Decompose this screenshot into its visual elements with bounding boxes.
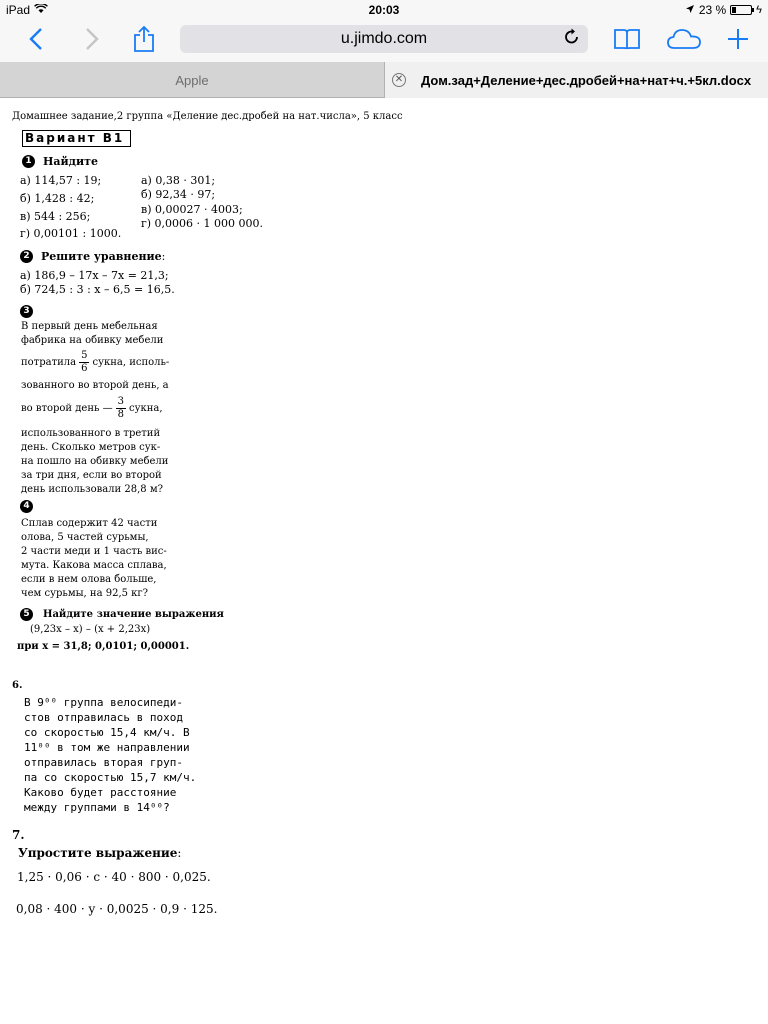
- task2-colon: :: [161, 250, 166, 263]
- task3-text: потратила: [21, 357, 77, 368]
- task4-line: олова, 5 частей сурьмы,: [21, 532, 149, 543]
- device-name: iPad: [6, 3, 31, 17]
- bookmarks-button[interactable]: [612, 24, 642, 54]
- task-number-badge: 1: [22, 155, 35, 168]
- icloud-tabs-button[interactable]: [666, 24, 702, 54]
- task6-line: отправилась вторая груп-: [24, 756, 183, 769]
- task5-title: Найдите значение выражения: [43, 609, 224, 620]
- document-header: Домашнее задание,2 группа «Деление дес.дробей на нат.числа», 5 класс: [12, 111, 403, 122]
- tab-label: Дом.зад+Деление+дес.дробей+на+нат+ч.+5кл.docx: [421, 72, 752, 88]
- task1-item: в) 544 : 256;: [20, 210, 91, 223]
- task7-title: Упростите выражение: [18, 846, 178, 860]
- task-number-badge: 4: [20, 500, 33, 513]
- task5-condition: при x = 31,8; 0,0101; 0,00001.: [17, 641, 190, 652]
- task7-expression: 1,25 · 0,06 · c · 40 · 800 · 0,025.: [17, 870, 211, 884]
- fraction-numerator: 5: [81, 350, 88, 361]
- task3-line: фабрика на обивку мебели: [21, 335, 164, 346]
- task7-expression: 0,08 · 400 · y · 0,0025 · 0,9 · 125.: [16, 902, 218, 916]
- battery-fill: [732, 7, 736, 13]
- address-bar[interactable]: [180, 25, 588, 53]
- task6-line: В 9⁰⁰ группа велосипеди-: [24, 696, 183, 709]
- charging-icon: ϟ: [756, 4, 762, 16]
- task3-line-fraction-1: [21, 350, 169, 375]
- back-button[interactable]: [24, 24, 48, 54]
- task4-line: Сплав содержит 42 части: [21, 518, 158, 529]
- close-tab-icon[interactable]: ✕: [392, 73, 406, 87]
- task7-number: 7.: [12, 828, 25, 842]
- task3-line: день использовали 28,8 м?: [21, 484, 163, 495]
- task1-item: г) 0,00101 : 1000.: [20, 227, 122, 240]
- fraction-denominator: 8: [117, 409, 125, 420]
- task1-item: в) 0,00027 · 4003;: [141, 203, 243, 216]
- new-tab-button[interactable]: [724, 24, 752, 54]
- task3-line: В первый день мебельная: [21, 321, 158, 332]
- task6-line: 11⁰⁰ в том же направлении: [24, 741, 190, 754]
- tab-document[interactable]: [384, 62, 768, 98]
- task3-text: сукна,: [129, 403, 163, 414]
- battery-percent: 23 %: [698, 3, 727, 17]
- task3-line-fraction-2: [21, 396, 163, 421]
- task4-line: 2 части меди и 1 часть вис-: [21, 546, 167, 557]
- task6-line: Каково будет расстояние: [24, 786, 177, 799]
- task2-title-line: [41, 250, 165, 263]
- task6-line: между группами в 14⁰⁰?: [24, 801, 170, 814]
- task6-line: со скоростью 15,4 км/ч. В: [24, 726, 190, 739]
- book-icon: [613, 27, 641, 51]
- fraction-denominator: 6: [81, 363, 88, 374]
- task1-item: б) 92,34 · 97;: [141, 188, 216, 201]
- task3-line: день. Сколько метров сук-: [21, 442, 161, 453]
- task6-line: па со скоростью 15,7 км/ч.: [24, 771, 197, 784]
- task3-text: сукна, исполь-: [92, 357, 170, 368]
- cloud-icon: [666, 27, 702, 51]
- variant-title: Вариант В1: [22, 130, 131, 147]
- task3-line: зованного во второй день, а: [21, 380, 169, 391]
- task1-title: Найдите: [43, 155, 98, 168]
- task5-expression: (9,23x – x) – (x + 2,23x): [30, 624, 151, 635]
- share-button[interactable]: [130, 24, 158, 54]
- forward-button[interactable]: [80, 24, 104, 54]
- task1-item: г) 0,0006 · 1 000 000.: [141, 217, 264, 230]
- fraction-five-sixths: [79, 350, 89, 375]
- status-right: [685, 3, 762, 17]
- chevron-left-icon: [29, 27, 43, 51]
- task3-line: на пошло на обивку мебели: [21, 456, 169, 467]
- task2-item: а) 186,9 – 17x – 7x = 21,3;: [20, 269, 169, 282]
- fraction-three-eighths: [116, 396, 126, 421]
- task3-line: за три дня, если во второй: [21, 470, 162, 481]
- task7-colon: :: [177, 846, 182, 860]
- task-number-badge: 2: [20, 250, 33, 263]
- task3-line: использованного в третий: [21, 428, 161, 439]
- reload-button[interactable]: [564, 27, 580, 51]
- task6-line: стов отправилась в поход: [24, 711, 183, 724]
- share-icon: [133, 25, 155, 53]
- reload-icon: [564, 27, 580, 45]
- tab-label: Apple: [175, 72, 209, 88]
- task-number-badge: 5: [20, 608, 33, 621]
- browser-toolbar: [0, 20, 768, 62]
- task2-item: б) 724,5 : 3 : x – 6,5 = 16,5.: [20, 283, 175, 296]
- task6-number: 6.: [12, 680, 23, 691]
- tab-apple[interactable]: [0, 62, 384, 98]
- task-number-badge: 3: [20, 305, 33, 318]
- task3-text: во второй день —: [21, 403, 113, 414]
- battery-icon: [730, 5, 752, 15]
- status-time: 20:03: [368, 3, 400, 17]
- task2-title: Решите уравнение: [41, 250, 162, 263]
- task4-line: чем сурьмы, на 92,5 кг?: [21, 588, 149, 599]
- task7-title-line: [18, 846, 181, 860]
- url-text: u.jimdo.com: [340, 30, 428, 47]
- status-bar: [0, 0, 768, 20]
- location-arrow-icon: [685, 3, 695, 17]
- task1-item: б) 1,428 : 42;: [20, 192, 95, 205]
- chevron-right-icon: [85, 27, 99, 51]
- document-page: [0, 99, 768, 1024]
- task1-item: а) 0,38 · 301;: [141, 174, 216, 187]
- task4-line: если в нем олова больше,: [21, 574, 157, 585]
- tab-bar: [0, 62, 768, 98]
- task4-line: мута. Какова масса сплава,: [21, 560, 167, 571]
- task1-item: а) 114,57 : 19;: [20, 174, 102, 187]
- fraction-numerator: 3: [117, 396, 125, 407]
- plus-icon: [726, 27, 750, 51]
